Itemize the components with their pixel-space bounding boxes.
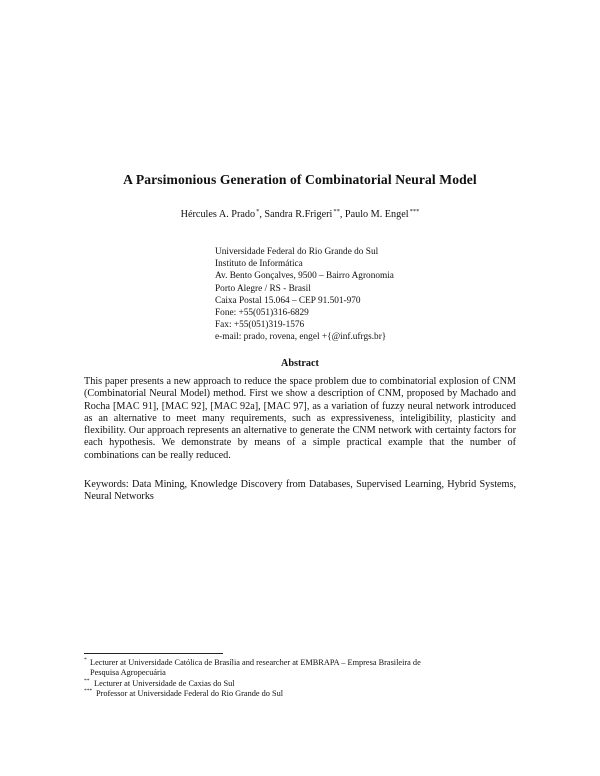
footnote-text: Lecturer at Universidade Católica de Brasília and researcher at EMBRAPA – Empresa Brasileira de: [90, 658, 421, 667]
abstract-body: This paper presents a new approach to reduce the space problem due to combinatorial explosion of CNM (Combinatorial Neural Model) method. First we show a description of CNM, proposed by Machado and Rocha [MAC 91], [MAC 92], [MAC 92a], [MAC 97], as a variation of fuzzy neural network introduced as an alternative to meet many requirements, such as expressiveness, inteligibility, plasticity and flexibility. Our approach represents an alternative to generate the CNM network with certainty factors for each hypothesis. We demonstrate by means of a simple practical example that the number of combinations can be really reduced.: [84, 376, 516, 461]
footnote-text: Lecturer at Universidade de Caxias do Sul: [94, 678, 235, 688]
footnote: [84, 658, 516, 679]
footnote-mark: *: [84, 657, 87, 663]
affiliation-line: Av. Bento Gonçalves, 9500 – Bairro Agronomia: [215, 271, 394, 282]
footnote-mark: **: [84, 677, 90, 684]
keywords: Keywords: Data Mining, Knowledge Discovery from Databases, Supervised Learning, Hybrid Systems, Neural Networks: [84, 479, 516, 503]
affiliation-line: Fax: +55(051)319-1576: [215, 320, 305, 331]
footnote-mark: ***: [84, 688, 93, 695]
affiliation-line: Universidade Federal do Rio Grande do Sul: [215, 247, 379, 257]
affiliation-line: Porto Alegre / RS - Brasil: [215, 283, 311, 294]
author-name: Sandra R.Frigeri: [264, 209, 333, 220]
abstract-heading: Abstract: [281, 358, 319, 369]
paper-title: A Parsimonious Generation of Combinatorial Neural Model: [123, 172, 477, 187]
author-footnote-mark: ***: [409, 208, 420, 215]
author-name: Paulo M. Engel: [344, 209, 409, 220]
affiliation-block: [215, 246, 394, 344]
footnote-text-continued: Pesquisa Agropecuária: [90, 668, 166, 678]
author-line: [0, 208, 600, 220]
author-footnote-mark: **: [333, 208, 340, 215]
affiliation-line: Caixa Postal 15.064 – CEP 91.501-970: [215, 295, 361, 306]
footnote-divider: [84, 653, 223, 654]
footnote-text: Professor at Universidade Federal do Rio Grande do Sul: [96, 689, 284, 699]
author-footnote-mark: *: [256, 208, 260, 215]
footnotes: [84, 658, 516, 700]
affiliation-line: Instituto de Informática: [215, 259, 303, 270]
author-separator: ,: [339, 209, 345, 220]
author-name: Hércules A. Prado: [180, 209, 256, 220]
footnote: [84, 679, 516, 689]
author-separator: ,: [259, 209, 265, 220]
footnote: [84, 689, 516, 699]
affiliation-line: Fone: +55(051)316-6829: [215, 308, 309, 319]
affiliation-line: e-mail: prado, rovena, engel +{@inf.ufrgs.br}: [215, 332, 387, 343]
